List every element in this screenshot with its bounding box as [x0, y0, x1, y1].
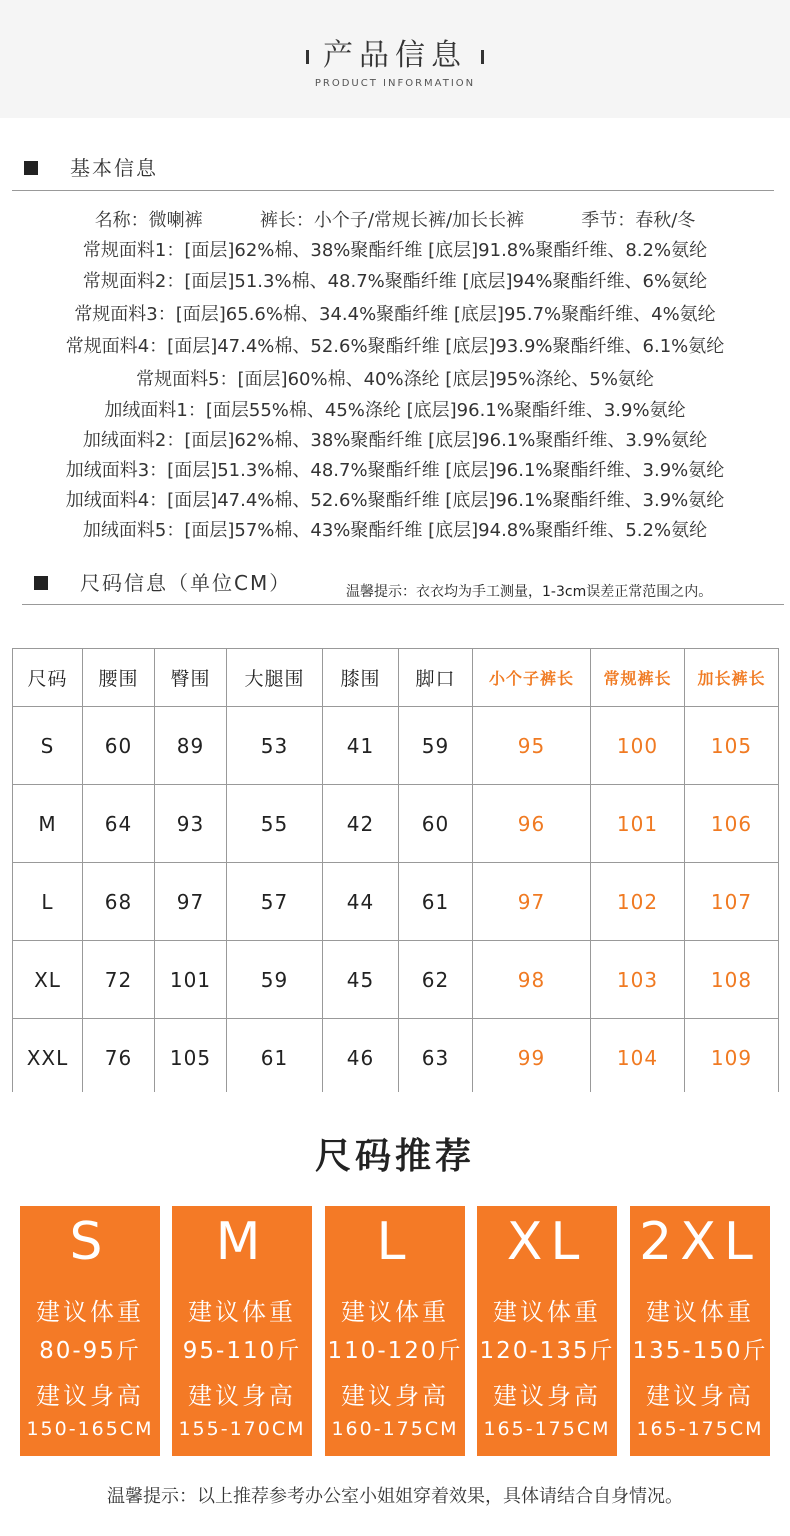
table-cell: 44 — [323, 863, 399, 941]
table-cell: 63 — [399, 1019, 473, 1097]
table-cell: XL — [13, 941, 83, 1019]
size-card-l — [325, 1206, 465, 1456]
card-weight: 95-110斤 — [182, 1338, 302, 1364]
table-cell: 62 — [399, 941, 473, 1019]
card-size: M — [215, 1212, 269, 1272]
square-bullet-icon — [34, 576, 48, 590]
table-cell: 59 — [227, 941, 323, 1019]
recommend-title: 尺码推荐 — [314, 1136, 475, 1177]
table-cell: 89 — [155, 707, 227, 785]
table-cell: 68 — [83, 863, 155, 941]
table-row — [13, 1019, 779, 1097]
table-cell: 61 — [227, 1019, 323, 1097]
table-cell: 96 — [473, 785, 591, 863]
table-cell: XXL — [13, 1019, 83, 1097]
table-cell: 60 — [399, 785, 473, 863]
size-card-m — [172, 1206, 312, 1456]
card-height: 155-170CM — [178, 1418, 306, 1440]
table-cell: 97 — [155, 863, 227, 941]
header-banner — [0, 0, 790, 118]
table-cell: 109 — [685, 1019, 779, 1097]
column-header: 腰围 — [83, 649, 155, 707]
card-weight: 80-95斤 — [39, 1338, 141, 1364]
column-header: 加长裤长 — [685, 649, 779, 707]
table-cell: 101 — [155, 941, 227, 1019]
table-row — [13, 863, 779, 941]
table-cell: 99 — [473, 1019, 591, 1097]
card-weight-label: 建议体重 — [36, 1298, 144, 1326]
size-table — [12, 648, 779, 1097]
info-line: 加绒面料3：[面层]51.3%棉、48.7%聚酯纤维 [底层]96.1%聚酯纤维、3.9%氨纶 — [65, 460, 725, 481]
card-weight-label: 建议体重 — [188, 1298, 296, 1326]
card-weight: 110-120斤 — [327, 1338, 463, 1364]
card-height-label: 建议身高 — [646, 1382, 754, 1410]
column-header: 脚口 — [399, 649, 473, 707]
size-card-xl — [477, 1206, 617, 1456]
divider — [22, 604, 784, 605]
card-height-label: 建议身高 — [493, 1382, 601, 1410]
card-height: 150-165CM — [26, 1418, 154, 1440]
divider — [12, 190, 774, 191]
column-header: 大腿围 — [227, 649, 323, 707]
card-height-label: 建议身高 — [341, 1382, 449, 1410]
table-cell: 72 — [83, 941, 155, 1019]
card-height: 160-175CM — [331, 1418, 459, 1440]
info-line: 常规面料1：[面层]62%棉、38%聚酯纤维 [底层]91.8%聚酯纤维、8.2%氨纶 — [82, 240, 708, 261]
table-cell: 59 — [399, 707, 473, 785]
card-weight-label: 建议体重 — [646, 1298, 754, 1326]
table-cell: 53 — [227, 707, 323, 785]
info-line: 加绒面料4：[面层]47.4%棉、52.6%聚酯纤维 [底层]96.1%聚酯纤维、3.9%氨纶 — [65, 490, 725, 511]
table-row — [13, 941, 779, 1019]
table-cell: 104 — [591, 1019, 685, 1097]
table-cell: M — [13, 785, 83, 863]
card-size: 2XL — [639, 1212, 761, 1272]
table-cell: 64 — [83, 785, 155, 863]
table-cell: 103 — [591, 941, 685, 1019]
column-header: 小个子裤长 — [473, 649, 591, 707]
card-height-label: 建议身高 — [188, 1382, 296, 1410]
table-cell: 42 — [323, 785, 399, 863]
table-cell: 46 — [323, 1019, 399, 1097]
table-cell: 106 — [685, 785, 779, 863]
card-size: L — [376, 1212, 414, 1272]
table-cell: 105 — [155, 1019, 227, 1097]
basic-info-heading — [24, 152, 158, 181]
table-cell: 93 — [155, 785, 227, 863]
basic-info-heading-text: 基本信息 — [70, 156, 158, 180]
table-cell: S — [13, 707, 83, 785]
size-card-2xl — [630, 1206, 770, 1456]
measurement-notice: 温馨提示：衣衣均为手工测量，1-3cm误差正常范围之内。 — [346, 584, 713, 600]
table-cell: 102 — [591, 863, 685, 941]
info-line: 常规面料2：[面层]51.3%棉、48.7%聚酯纤维 [底层]94%聚酯纤维、6%氨纶 — [82, 271, 708, 292]
info-line: 加绒面料5：[面层]57%棉、43%聚酯纤维 [底层]94.8%聚酯纤维、5.2%氨纶 — [82, 520, 708, 541]
table-cell: 45 — [323, 941, 399, 1019]
page-title-text: 产品信息 — [323, 38, 467, 73]
table-cell: 100 — [591, 707, 685, 785]
page-subtitle: PRODUCT INFORMATION — [314, 78, 476, 89]
table-cell: 108 — [685, 941, 779, 1019]
table-cell: 98 — [473, 941, 591, 1019]
table-cell: 107 — [685, 863, 779, 941]
card-size: S — [69, 1212, 111, 1272]
info-line: 加绒面料1：[面层55%棉、45%涤纶 [底层]96.1%聚酯纤维、3.9%氨纶 — [104, 400, 686, 421]
table-cell: 60 — [83, 707, 155, 785]
title-bar-right — [481, 50, 484, 64]
card-weight: 135-150斤 — [632, 1338, 768, 1364]
page-title — [0, 30, 790, 74]
info-line: 常规面料3：[面层]65.6%棉、34.4%聚酯纤维 [底层]95.7%聚酯纤维、4%氨纶 — [74, 304, 716, 325]
table-cell: 61 — [399, 863, 473, 941]
info-line: 名称：微喇裤 裤长：小个子/常规长裤/加长长裤 季节：春秋/冬 — [94, 210, 696, 231]
size-info-heading-text: 尺码信息（单位CM） — [80, 571, 292, 595]
table-cutoff — [0, 1092, 790, 1102]
table-header-row — [13, 649, 779, 707]
card-size: XL — [506, 1212, 588, 1272]
title-bar-left — [306, 50, 309, 64]
table-cell: 97 — [473, 863, 591, 941]
info-line: 常规面料5：[面层]60%棉、40%涤纶 [底层]95%涤纶、5%氨纶 — [136, 369, 654, 390]
card-height: 165-175CM — [636, 1418, 764, 1440]
table-cell: 95 — [473, 707, 591, 785]
column-header: 尺码 — [13, 649, 83, 707]
info-line: 加绒面料2：[面层]62%棉、38%聚酯纤维 [底层]96.1%聚酯纤维、3.9%氨纶 — [82, 430, 708, 451]
info-line: 常规面料4：[面层]47.4%棉、52.6%聚酯纤维 [底层]93.9%聚酯纤维、6.1%氨纶 — [65, 336, 725, 357]
table-cell: 55 — [227, 785, 323, 863]
card-height: 165-175CM — [483, 1418, 611, 1440]
column-header: 膝围 — [323, 649, 399, 707]
square-bullet-icon — [24, 161, 38, 175]
size-info-heading — [34, 567, 291, 596]
column-header: 臀围 — [155, 649, 227, 707]
table-cell: 41 — [323, 707, 399, 785]
table-row — [13, 785, 779, 863]
size-card-s — [20, 1206, 160, 1456]
card-weight-label: 建议体重 — [341, 1298, 449, 1326]
table-cell: 57 — [227, 863, 323, 941]
table-cell: L — [13, 863, 83, 941]
card-weight-label: 建议体重 — [493, 1298, 601, 1326]
card-height-label: 建议身高 — [36, 1382, 144, 1410]
card-weight: 120-135斤 — [479, 1338, 615, 1364]
table-cell: 105 — [685, 707, 779, 785]
footer-note: 温馨提示：以上推荐参考办公室小姐姐穿着效果，具体请结合自身情况。 — [107, 1486, 683, 1507]
column-header: 常规裤长 — [591, 649, 685, 707]
table-cell: 101 — [591, 785, 685, 863]
table-cell: 76 — [83, 1019, 155, 1097]
table-row — [13, 707, 779, 785]
